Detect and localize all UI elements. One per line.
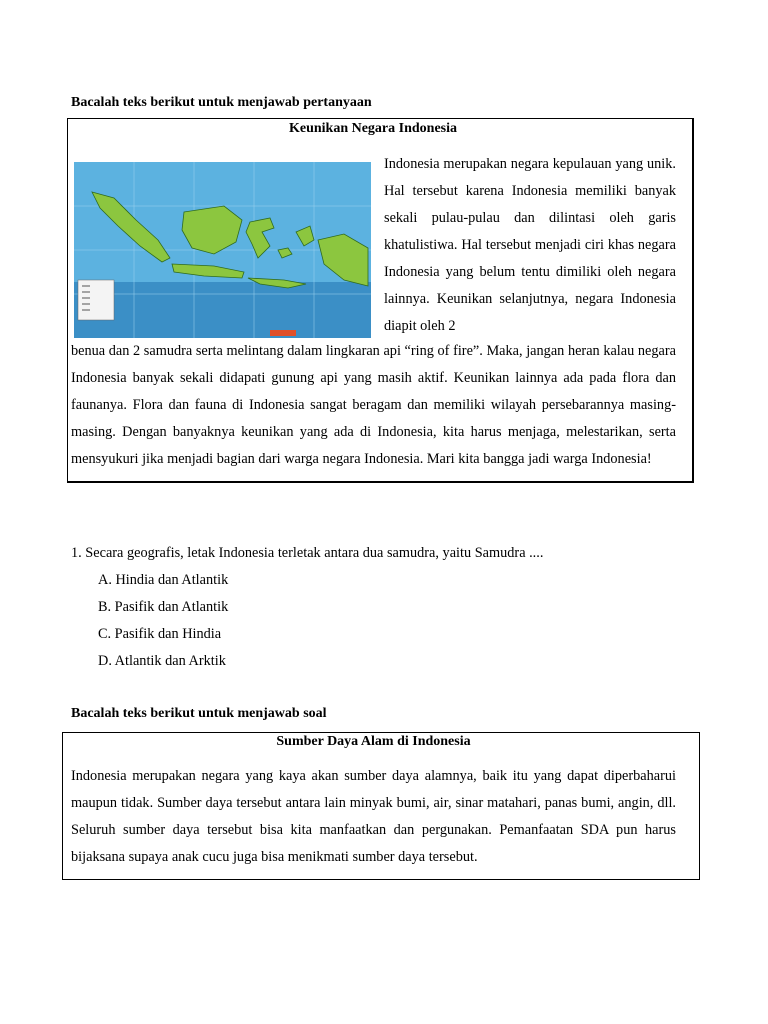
reading-title-1: Keunikan Negara Indonesia xyxy=(288,121,458,136)
reading-paragraph-1-rest xyxy=(71,338,676,473)
reading-paragraph-1-start-text: Indonesia merupakan negara kepulauan yang unik. Hal tersebut karena Indonesia memiliki banyak sekali pulau-pulau dan dilintasi oleh garis khatulistiwa. Hal tersebut menjadi ciri khas negara Indonesia yang belum tentu dimiliki oleh negara lainnya. Keunikan selanjutnya, negara Indonesia diapit oleh 2 xyxy=(384,156,676,334)
reading-paragraph-1-intro xyxy=(384,151,676,340)
question-1-option-a[interactable]: A. Hindia dan Atlantik xyxy=(98,572,229,588)
instruction-heading-2: Bacalah teks berikut untuk menjawab soal xyxy=(71,706,327,721)
question-1-option-b[interactable]: B. Pasifik dan Atlantik xyxy=(98,599,229,615)
reading-title-2: Sumber Daya Alam di Indonesia xyxy=(276,734,471,749)
question-1-option-c[interactable]: C. Pasifik dan Hindia xyxy=(98,626,222,642)
instruction-heading-1: Bacalah teks berikut untuk menjawab pertanyaan xyxy=(71,95,372,110)
question-1-text: 1. Secara geografis, letak Indonesia terletak antara dua samudra, yaitu Samudra .... xyxy=(71,545,544,561)
indonesia-map-image xyxy=(74,162,371,338)
indonesia-map-graphic xyxy=(74,162,371,338)
reading-paragraph-2: Indonesia merupakan negara yang kaya akan sumber daya alamnya, baik itu yang dapat diperbaharui maupun tidak. Sumber daya tersebut antara lain minyak bumi, air, sinar matahari, panas bumi, angin, dll. Seluruh sumber daya tersebut bisa kita manfaatkan dan pergunakan. Pemanfaatan SDA pun harus bijaksana supaya anak cucu juga bisa menikmati sumber daya tersebut. xyxy=(71,768,676,865)
question-1-option-d[interactable]: D. Atlantik dan Arktik xyxy=(98,653,226,669)
reading-paragraph-1-continued-text: benua dan 2 samudra serta melintang dalam lingkaran api “ring of fire”. Maka, jangan heran kalau negara Indonesia banyak sekali didapati gunung api yang masih aktif. Keunikan lainnya ada pada flora dan faunanya. Flora dan fauna di Indonesia sangat beragam dan memiliki wilayah persebarannya masing-masing. Dengan banyaknya keunikan yang ada di Indonesia, kita harus menjaga, melestarikan, serta mensyukuri jika menjadi bagian dari warga negara Indonesia. Mari kita bangga jadi warga Indonesia! xyxy=(71,343,676,467)
